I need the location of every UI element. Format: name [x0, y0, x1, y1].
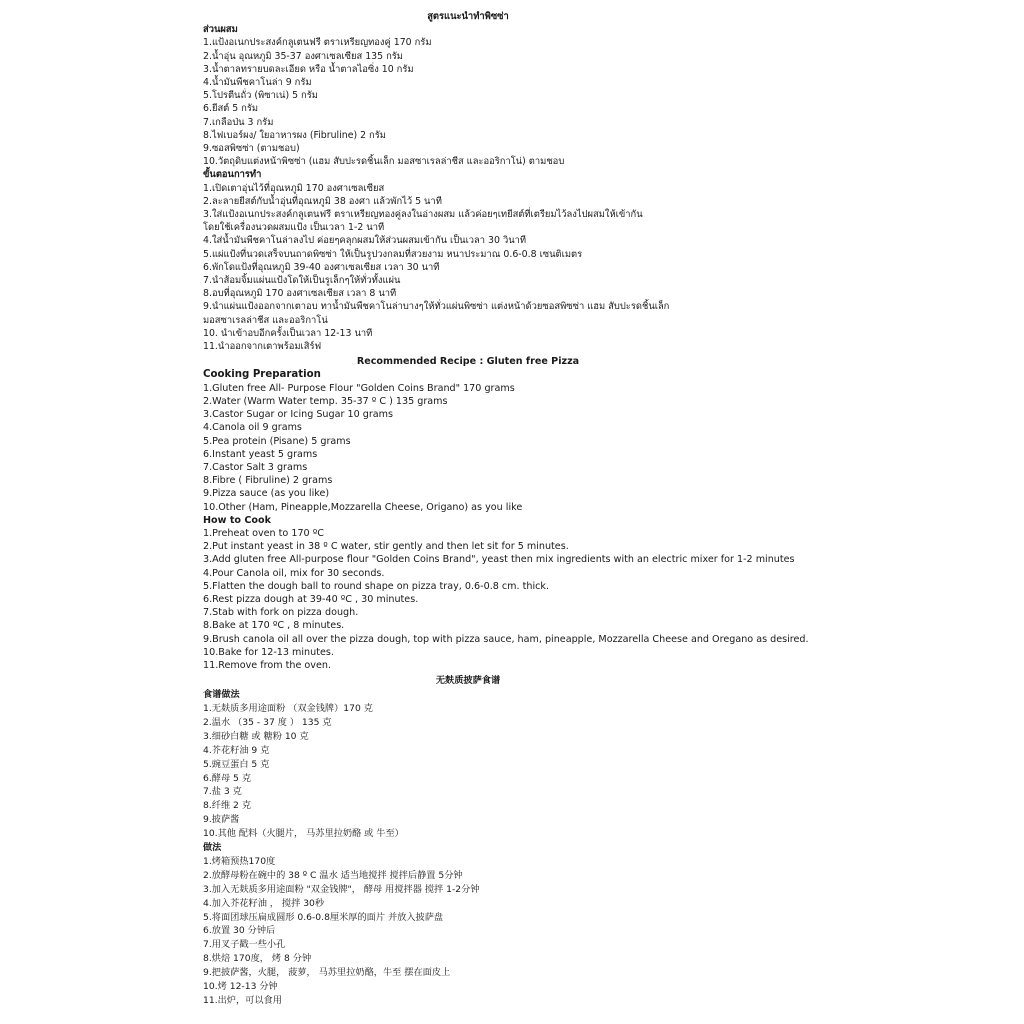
english-steps-item: 10.Bake for 12-13 minutes.: [203, 646, 334, 658]
thai-ingredients-item: 7.เกลือป่น 3 กรัม: [203, 116, 274, 128]
chinese-steps-item: 7.用叉子戳一些小孔: [203, 939, 286, 951]
english-ingredients-item: 8.Fibre ( Fibruline) 2 grams: [203, 475, 333, 487]
chinese-ingredients-item: 10.其他 配料（火腿片， 马苏里拉奶酪 或 牛至）: [203, 828, 404, 840]
thai-ingredients-list: [203, 36, 963, 168]
chinese-steps-item: 8.烘焙 170度， 烤 8 分钟: [203, 953, 312, 965]
thai-steps-item: มอสซาเรลล่าชีส และออริกาโน่: [203, 314, 328, 326]
english-ingredients-item: 1.Gluten free All- Purpose Flour "Golden Coins Brand" 170 grams: [203, 382, 515, 394]
english-steps-item: 8.Bake at 170 ºC , 8 minutes.: [203, 620, 345, 632]
thai-ingredients-item: 3.น้ำตาลทรายบดละเอียด หรือ น้ำตาลไอซิ่ง 10 กรัม: [203, 63, 414, 75]
chinese-steps-item: 5.将面团球压扁成圆形 0.6-0.8厘米厚的面片 并放入披萨盘: [203, 911, 444, 923]
chinese-steps-item: 4.加入芥花籽油 ， 搅拌 30秒: [203, 897, 325, 909]
thai-steps-item: 1.เปิดเตาอุ่นไว้ที่อุณหภูมิ 170 องศาเซลเซียส: [203, 182, 385, 194]
thai-ingredients-item: 1.แป้งอเนกประสงค์กลูเตนฟรี ตราเหรียญทองคู่ 170 กรัม: [203, 37, 432, 49]
chinese-steps-item: 9.把披萨酱，火腿， 菠萝， 马苏里拉奶酪，牛至 摆在面皮上: [203, 967, 451, 979]
thai-steps-item: 5.แผ่แป้งที่นวดเสร็จบนถาดพิซซ่า ให้เป็นรูปวงกลมที่สวยงาม หนาประมาณ 0.6-0.8 เซนติเมตร: [203, 248, 583, 260]
chinese-ingredients-item: 7.盐 3 克: [203, 786, 242, 798]
thai-ingredients-item: 5.โปรตีนถั่ว (พิซาเน่) 5 กรัม: [203, 90, 318, 102]
thai-ingredients-heading: ส่วนผสม: [203, 24, 238, 36]
english-steps-item: 3.Add gluten free All-purpose flour "Golden Coins Brand", yeast then mix ingredients with an electric mixer for 1-2 minutes: [203, 554, 795, 566]
english-ingredients-item: 10.Other (Ham, Pineapple,Mozzarella Cheese, Origano) as you like: [203, 501, 523, 513]
thai-steps-item: 6.พักโดแป้งที่อุณหภูมิ 39-40 องศาเซลเซียส เวลา 30 นาที: [203, 261, 440, 273]
english-ingredients-item: 6.Instant yeast 5 grams: [203, 448, 318, 460]
chinese-steps-item: 2.放酵母粉在碗中的 38 º C 温水 适当地搅拌 搅拌后静置 5分钟: [203, 869, 463, 881]
thai-ingredients-item: 8.ไฟเบอร์ผง/ ใยอาหารผง (Fibruline) 2 กรัม: [203, 129, 386, 141]
english-steps-item: 5.Flatten the dough ball to round shape on pizza tray, 0.6-0.8 cm. thick.: [203, 580, 550, 592]
thai-ingredients-item: 10.วัตถุดิบแต่งหน้าพิซซ่า (แฮม สับปะรดชิ้นเล็ก มอสซาเรลล่าชีส และออริกาโน่) ตามชอบ: [203, 156, 565, 168]
thai-steps-item: 3.ใส่แป้งอเนกประสงค์กลูเตนฟรี ตราเหรียญทองคู่ลงในอ่างผสม แล้วค่อยๆเทยีสต์ที่เตรียมไว้ลงไปผสมให้เข้ากัน: [203, 209, 643, 221]
chinese-ingredients-item: 2.温水 （35 - 37 度 ） 135 克: [203, 716, 332, 728]
chinese-steps-item: 11.出炉，可以食用: [203, 995, 282, 1006]
chinese-steps-item: 6.放置 30 分钟后: [203, 925, 276, 937]
thai-ingredients-item: 6.ยีสต์ 5 กรัม: [203, 103, 259, 115]
thai-steps-item: 10. นำเข้าอบอีกครั้งเป็นเวลา 12-13 นาที: [203, 327, 373, 339]
thai-ingredients-item: 2.น้ำอุ่น อุณหภูมิ 35-37 องศาเซลเซียส 135 กรัม: [203, 50, 403, 62]
thai-steps-item: 2.ละลายยีสต์กับน้ำอุ่นที่อุณหภูมิ 38 องศา แล้วพักไว้ 5 นาที: [203, 195, 442, 207]
english-ingredients-item: 4.Canola oil 9 grams: [203, 422, 302, 434]
thai-steps-item: 4.ใส่น้ำมันพืชคาโนล่าลงไป ค่อยๆคลุกผสมให้ส่วนผสมเข้ากัน เป็นเวลา 30 วินาที: [203, 235, 527, 247]
english-ingredients-heading: Cooking Preparation: [203, 369, 321, 381]
thai-steps-item: 8.อบที่อุณหภูมิ 170 องศาเซลเซียส เวลา 8 นาที: [203, 288, 397, 300]
english-steps-list: [203, 527, 963, 672]
english-ingredients-item: 7.Castor Salt 3 grams: [203, 461, 308, 473]
english-ingredients-item: 9.Pizza sauce (as you like): [203, 488, 330, 500]
english-steps-item: 9.Brush canola oil all over the pizza dough, top with pizza sauce, ham, pineapple, Mozzarella Cheese and Oregano as desired.: [203, 633, 809, 645]
thai-steps-item: 7.นำส้อมจิ้มแผ่นแป้งโดให้เป็นรูเล็กๆให้ทั่วทั้งแผ่น: [203, 275, 401, 287]
chinese-ingredients-list: [203, 702, 963, 841]
chinese-title: 无麸质披萨食谱: [435, 675, 501, 687]
chinese-ingredients-item: 1.无麸质多用途面粉 （双金钱牌）170 克: [203, 702, 373, 714]
english-ingredients-item: 3.Castor Sugar or Icing Sugar 10 grams: [203, 409, 393, 421]
english-steps-item: 1.Preheat oven to 170 ºC: [203, 527, 324, 539]
chinese-ingredients-item: 6.酵母 5 克: [203, 772, 252, 784]
chinese-ingredients-item: 3.细砂白糖 或 糖粉 10 克: [203, 730, 309, 742]
chinese-steps-item: 10.烤 12-13 分钟: [203, 981, 278, 993]
english-steps-item: 7.Stab with fork on pizza dough.: [203, 607, 359, 619]
chinese-ingredients-item: 9.披萨酱: [203, 814, 240, 826]
thai-steps-list: [203, 182, 963, 354]
chinese-steps-heading: 做法: [203, 842, 222, 854]
english-steps-heading: How to Cook: [203, 514, 271, 526]
english-title: Recommended Recipe : Gluten free Pizza: [356, 356, 580, 368]
thai-steps-heading: ขั้นตอนการทำ: [203, 169, 262, 181]
english-ingredients-item: 2.Water (Warm Water temp. 35-37 º C ) 135 grams: [203, 395, 448, 407]
thai-steps-item: 9.นำแผ่นแป้งออกจากเตาอบ ทาน้ำมันพืชคาโนล่าบางๆให้ทั่วแผ่นพิซซ่า แต่งหน้าด้วยซอสพิซซ่า แฮม สับปะรดชิ้นเล็ก: [203, 301, 670, 313]
english-ingredients-item: 5.Pea protein (Pisane) 5 grams: [203, 435, 351, 447]
chinese-ingredients-item: 4.芥花籽油 9 克: [203, 744, 270, 756]
english-steps-item: 11.Remove from the oven.: [203, 659, 331, 671]
thai-title: สูตรแนะนำทำพิซซ่า: [427, 11, 509, 22]
chinese-steps-list: [203, 855, 963, 1008]
recipe-document: [203, 10, 963, 1008]
chinese-ingredients-item: 5.豌豆蛋白 5 克: [203, 758, 270, 770]
thai-steps-item: 11.นำออกจากเตาพร้อมเสิร์ฟ: [203, 341, 322, 353]
english-steps-item: 4.Pour Canola oil, mix for 30 seconds.: [203, 567, 385, 579]
english-steps-item: 2.Put instant yeast in 38 º C water, stir gently and then let sit for 5 minutes.: [203, 541, 569, 553]
chinese-section: [203, 674, 963, 1008]
english-section: [203, 355, 963, 672]
english-ingredients-list: [203, 382, 963, 514]
thai-ingredients-item: 9.ซอสพิซซ่า (ตามชอบ): [203, 143, 300, 155]
chinese-steps-item: 3.加入无麸质多用途面粉 "双金钱牌"， 酵母 用搅拌器 搅拌 1-2分钟: [203, 883, 480, 895]
thai-steps-item: โดยใช้เครื่องนวดผสมแป้ง เป็นเวลา 1-2 นาที: [203, 222, 385, 234]
chinese-steps-item: 1.烤箱预热170度: [203, 855, 276, 867]
chinese-ingredients-item: 8.纤维 2 克: [203, 800, 252, 812]
english-steps-item: 6.Rest pizza dough at 39-40 ºC , 30 minutes.: [203, 593, 419, 605]
chinese-ingredients-heading: 食谱做法: [203, 689, 240, 701]
thai-section: [203, 10, 963, 353]
thai-ingredients-item: 4.น้ำมันพืชคาโนล่า 9 กรัม: [203, 77, 312, 89]
